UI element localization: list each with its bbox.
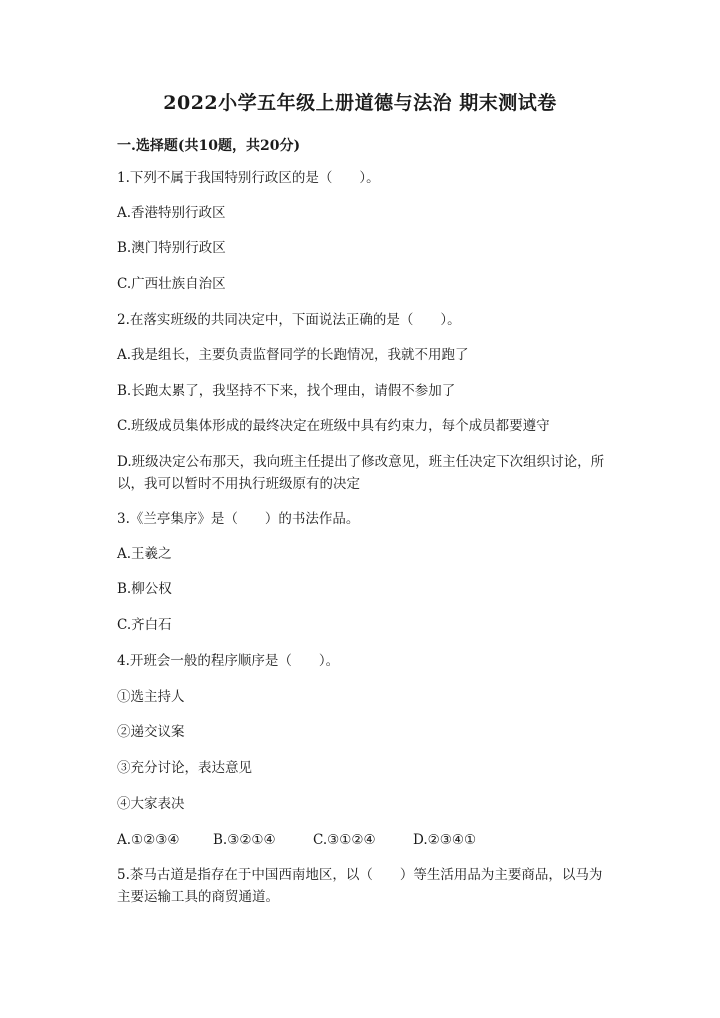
answer-option: B.③②①④ [213, 832, 276, 848]
answer-option: B.柳公权 [117, 581, 172, 597]
answer-option: C.齐白石 [117, 617, 172, 633]
answer-option: C.③①②④ [313, 832, 376, 848]
answer-option: A.①②③④ [117, 832, 180, 848]
procedure-step: ②递交议案 [117, 724, 185, 740]
question-stem: 3.《兰亭集序》是（ ）的书法作品。 [117, 511, 360, 527]
question-stem: 2.在落实班级的共同决定中，下面说法正确的是（ ）。 [117, 312, 461, 328]
answer-option: B.澳门特别行政区 [117, 240, 226, 256]
answer-options-row [117, 829, 476, 851]
question-stem: 1.下列不属于我国特别行政区的是（ ）。 [117, 170, 380, 186]
page-title: 2022小学五年级上册道德与法治 期末测试卷 [163, 92, 557, 114]
question-stem: 5.茶马古道是指存在于中国西南地区，以（ ）等生活用品为主要商品，以马为主要运输工具的商贸通道。 [117, 867, 603, 905]
answer-option: A.王羲之 [117, 546, 172, 562]
answer-option: A.我是组长，主要负责监督同学的长跑情况，我就不用跑了 [117, 347, 469, 363]
answer-option: D.班级决定公布那天，我向班主任提出了修改意见，班主任决定下次组织讨论，所以，我可以暂时不用执行班级原有的决定 [117, 454, 605, 492]
question-stem: 4.开班会一般的程序顺序是（ ）。 [117, 653, 340, 669]
section-heading: 一.选择题(共10题，共20分) [117, 138, 301, 154]
answer-option: C.班级成员集体形成的最终决定在班级中具有约束力，每个成员都要遵守 [117, 418, 550, 434]
answer-option: B.长跑太累了，我坚持不下来，找个理由，请假不参加了 [117, 383, 456, 399]
answer-option: C.广西壮族自治区 [117, 276, 226, 292]
procedure-step: ①选主持人 [117, 689, 185, 705]
procedure-step: ③充分讨论，表达意见 [117, 760, 252, 776]
answer-option: A.香港特别行政区 [117, 205, 226, 221]
procedure-step: ④大家表决 [117, 796, 185, 812]
answer-option: D.②③④① [413, 832, 477, 848]
